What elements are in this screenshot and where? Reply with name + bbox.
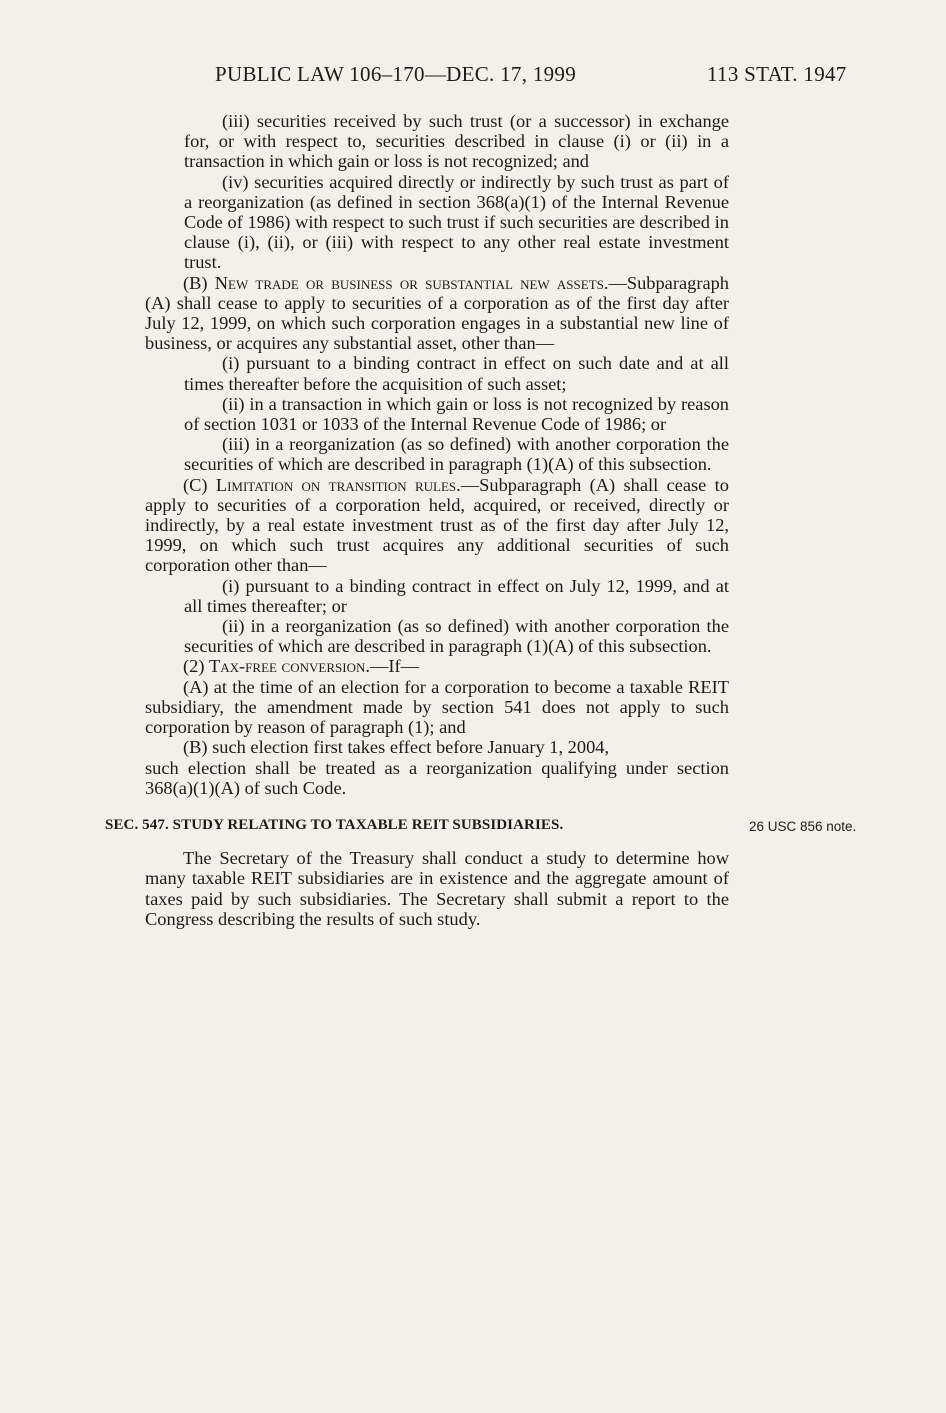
- clause-c-ii: (ii) in a reorganization (as so defined) with another corporation the securities of which are described in paragraph (1)(A) of this subsection.: [184, 616, 729, 657]
- paragraph-2-b: (B) such election first takes effect before January 1, 2004,: [183, 737, 610, 758]
- clause-iii: (iii) securities received by such trust (or a successor) in exchange for, or with respect to, securities described in clause (i) or (ii) in a transaction in which gain or loss is not recognized; and: [184, 111, 729, 172]
- clause-c-i: (i) pursuant to a binding contract in effect on July 12, 1999, and at all times thereafter; or: [184, 575, 729, 616]
- paragraph-2-flush: such election shall be treated as a reorganization qualifying under section 368(a)(1)(A) of such Code.: [145, 757, 729, 798]
- statute-body: [105, 111, 857, 929]
- subparagraph-c-text: —Subparagraph (A) shall cease to apply to securities of a corporation held, acquired, or received, directly or indirectly, by a real estate investment trust as of the first day after July 12, 1999, on which such trust acquires any additional securities of such corporation other than—: [145, 474, 729, 576]
- subparagraph-c-heading: Limitation on transition rules.: [215, 474, 461, 495]
- running-header-title: PUBLIC LAW 106–170—DEC. 17, 1999: [215, 62, 577, 86]
- paragraph-2-text: —If—: [369, 656, 419, 677]
- subparagraph-c: [145, 475, 729, 576]
- paragraph-2-a: (A) at the time of an election for a corporation to become a taxable REIT subsidiary, the amendment made by section 541 does not apply to such corporation by reason of paragraph (1); and: [145, 676, 729, 738]
- subparagraph-b-label: (B): [183, 272, 215, 293]
- paragraph-2: [145, 656, 729, 676]
- section-heading: SEC. 547. STUDY RELATING TO TAXABLE REIT SUBSIDIARIES.: [105, 816, 564, 833]
- subparagraph-b-heading: New trade or business or substantial new assets.: [214, 272, 609, 293]
- clause-iv: (iv) securities acquired directly or indirectly by such trust as part of a reorganization (as defined in section 368(a)(1) of the Internal Revenue Code of 1986) with respect to such trust if such securities are described in clause (i), (ii), or (iii) with respect to any other real estate investment trust.: [184, 171, 729, 273]
- section-heading-row: [105, 815, 857, 835]
- paragraph-2-heading: Tax-free conversion.: [209, 656, 370, 677]
- clause-b-i: (i) pursuant to a binding contract in effect on such date and at all times thereafter before the acquisition of such asset;: [184, 353, 729, 394]
- subparagraph-c-label: (C): [183, 474, 216, 495]
- clause-b-ii: (ii) in a transaction in which gain or loss is not recognized by reason of section 1031 or 1033 of the Internal Revenue Code of 1986; or: [184, 393, 729, 435]
- running-header-page-ref: 113 STAT. 1947: [707, 62, 847, 86]
- paragraph-2-label: (2): [183, 656, 210, 677]
- subparagraph-b: [145, 273, 729, 354]
- clause-b-iii: (iii) in a reorganization (as so defined) with another corporation the securities of which are described in paragraph (1)(A) of this subsection.: [184, 434, 729, 475]
- subparagraph-b-text: —Subparagraph (A) shall cease to apply to securities of a corporation as of the first day after July 12, 1999, on which such corporation engages in a substantial new line of business, or acquires any substantial asset, other than—: [145, 272, 729, 354]
- margin-note: 26 USC 856 note.: [749, 818, 857, 834]
- section-547-text: The Secretary of the Treasury shall conduct a study to determine how many taxable REIT subsidiaries are in existence and the aggregate amount of taxes paid by such subsidiaries. The Secretary shall submit a report to the Congress describing the results of such study.: [145, 848, 729, 929]
